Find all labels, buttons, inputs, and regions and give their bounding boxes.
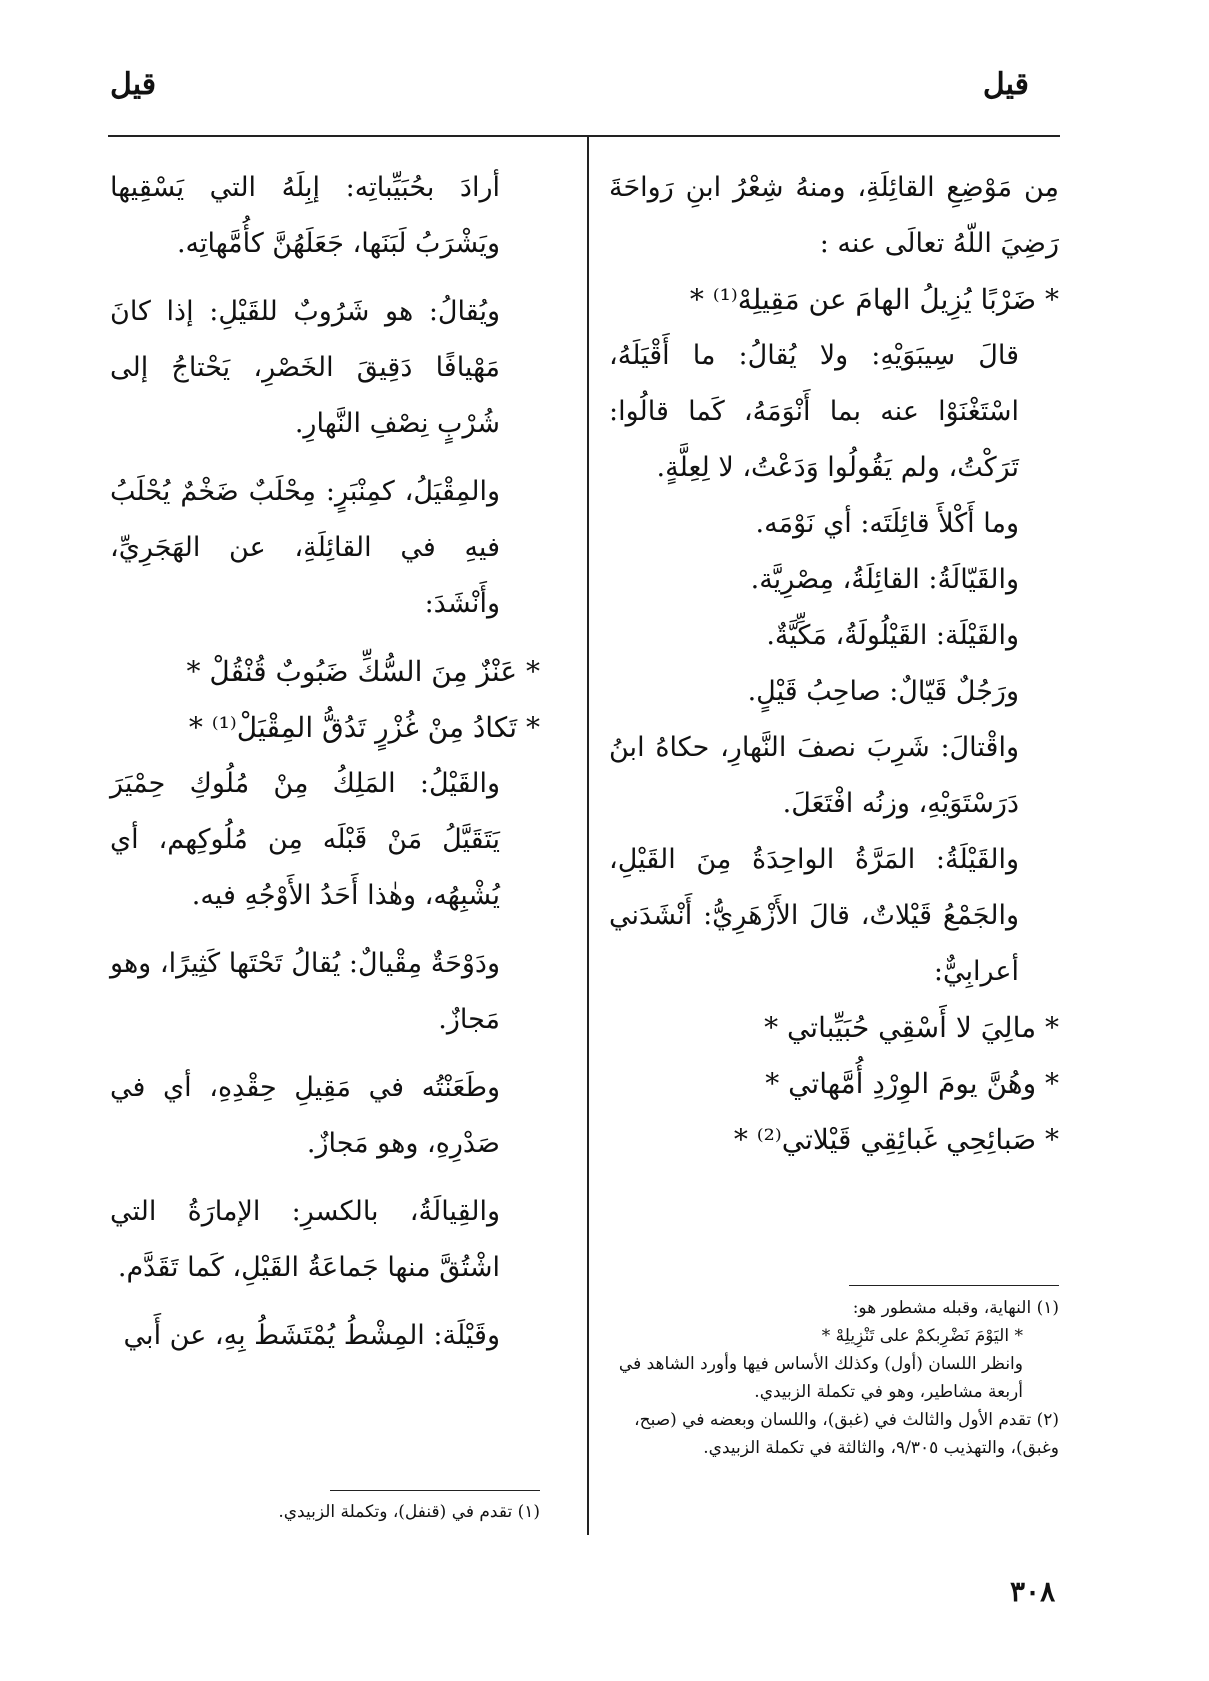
paragraph: واقْتالَ: شَرِبَ نصفَ النَّهارِ، حكاهُ ابنُ دَرَسْتَوَيْهِ، وزنُه افْتَعَلَ. <box>609 732 1019 819</box>
paragraph: والقَيّالَةُ: القائِلَةُ، مِصْرِيَّة. <box>750 564 1019 595</box>
column-divider <box>587 135 589 1535</box>
paragraph: أرادَ بحُبَيِّباتِه: إبِلَهُ التي يَسْقِيها ويَشْرَبُ لَبَنَها، جَعَلَهُنَّ كأُمَّهاتِه. <box>110 172 500 259</box>
right-column <box>609 160 1059 1168</box>
footnote: (١) النهاية، وقبله مشطور هو: <box>852 1298 1059 1318</box>
paragraph: والمِقْيَلُ، كمِنْبَرٍ: مِحْلَبٌ ضَخْمٌ يُحْلَبُ فيهِ في القائِلَةِ، عن الهَجَرِيِّ، وأَنْشَدَ: <box>110 476 500 619</box>
paragraph: والقَيْلُ: المَلِكُ مِنْ مُلُوكِ حِمْيَرَ يَتَقَيَّلُ مَنْ قَبْلَه مِن مُلُوكِهم، أي يُشْبِهُه، وهٰذا أَحَدُ الأَوْجُهِ فيه. <box>110 768 500 911</box>
page-number: ٣٠٨ <box>1010 1575 1056 1608</box>
header-rule <box>108 135 1060 137</box>
paragraph: وطَعَنْتُه في مَقِيلِ حِقْدِهِ، أي في صَدْرِهِ، وهو مَجازٌ. <box>110 1072 500 1159</box>
paragraph: مِن مَوْضِعِ القائِلَةِ، ومنهُ شِعْرُ ابنِ رَواحَةَ رَضِيَ اللّهُ تعالَى عنه : <box>609 172 1059 259</box>
verse-line: * مالِيَ لا أَسْقِي حُبَيِّباتي * <box>764 1011 1059 1044</box>
footnotes-left <box>110 1498 540 1526</box>
paragraph: والقِيالَةُ، بالكسرِ: الإمارَةُ التي اشْتُقَّ منها جَماعَةُ القَيْلِ، كَما تَقَدَّم. <box>110 1196 500 1283</box>
footnotes-right <box>609 1294 1059 1462</box>
paragraph: والقَيْلَةُ: المَرَّةُ الواحِدَةُ مِنَ القَيْلِ، والجَمْعُ قَيْلاتٌ، قالَ الأَزْهَرِيُّ: أَنْشَدَني أعرابِيٌّ: <box>609 844 1019 987</box>
paragraph: ودَوْحَةٌ مِقْيالٌ: يُقالُ تَحْتَها كَثِيرًا، وهو مَجازٌ. <box>110 948 500 1035</box>
footnote: (١) تقدم في (قنفل)، وتكملة الزبيدي. <box>278 1502 540 1522</box>
footnote-rule-left <box>330 1490 540 1491</box>
verse-line: * عَنْزٌ مِنَ السُّكِّ ضَبُوبٌ قُنْقُلْ * <box>186 655 540 688</box>
header-left-word: قيل <box>110 67 157 102</box>
paragraph: وقَيْلَة: المِشْطُ يُمْتَشَطُ بِهِ، عن أَبي <box>123 1320 500 1351</box>
paragraph: والقَيْلَة: القَيْلُولَةُ، مَكِّيَّةٌ. <box>766 620 1019 651</box>
footnote-text: وانظر اللسان (أول) وكذلك الأساس فيها وأورد الشاهد في أربعة مشاطير، وهو في تكملة الزبيدي. <box>618 1354 1023 1402</box>
paragraph: قالَ سِيبَوَيْهِ: ولا يُقالُ: ما أَقْيَلَهُ، اسْتَغْنَوْا عنه بما أَنْوَمَهُ، كَما قالُوا: تَرَكْتُ، ولم يَقُولُوا وَدَعْتُ، لا لِعِلَّةٍ. <box>609 340 1019 483</box>
paragraph: ورَجُلٌ قَيّالٌ: صاحِبُ قَيْلٍ. <box>747 676 1019 707</box>
verse-line: * صَبائِحِي غَبائِقِي قَيْلاتي⁽²⁾ * <box>733 1123 1059 1156</box>
footnote-rule-right <box>849 1285 1059 1286</box>
verse-line: * ضَرْبًا يُزِيلُ الهامَ عن مَقِيلِهْ⁽¹⁾ * <box>689 283 1059 316</box>
footnote: (٢) تقدم الأول والثالث في (غبق)، واللسان وبعضه في (صبح، وغبق)، والتهذيب ٩/٣٠٥، والثالثة في تكملة الزبيدي. <box>634 1410 1059 1458</box>
verse-line: * تَكادُ مِنْ غُزْرٍ تَدُقُّ المِقْيَلْ⁽¹⁾ * <box>188 711 540 744</box>
paragraph: ويُقالُ: هو شَرُوبٌ للقَيْلِ: إذا كانَ مَهْيافًا دَقِيقَ الخَصْرِ، يَحْتاجُ إلى شُرْبٍ نِصْفِ النَّهارِ. <box>110 296 500 439</box>
verse-line: * وهُنَّ يومَ الوِرْدِ أُمَّهاتي * <box>765 1067 1059 1100</box>
footnote-verse: * اليَوْمَ نَضْرِبكمْ على تَنْزِيلِهْ * <box>821 1326 1023 1346</box>
left-column <box>110 160 540 1364</box>
paragraph: وما أَكْلأَ قائِلَتَه: أي نَوْمَه. <box>755 508 1019 539</box>
header-right-word: قيل <box>982 67 1029 102</box>
